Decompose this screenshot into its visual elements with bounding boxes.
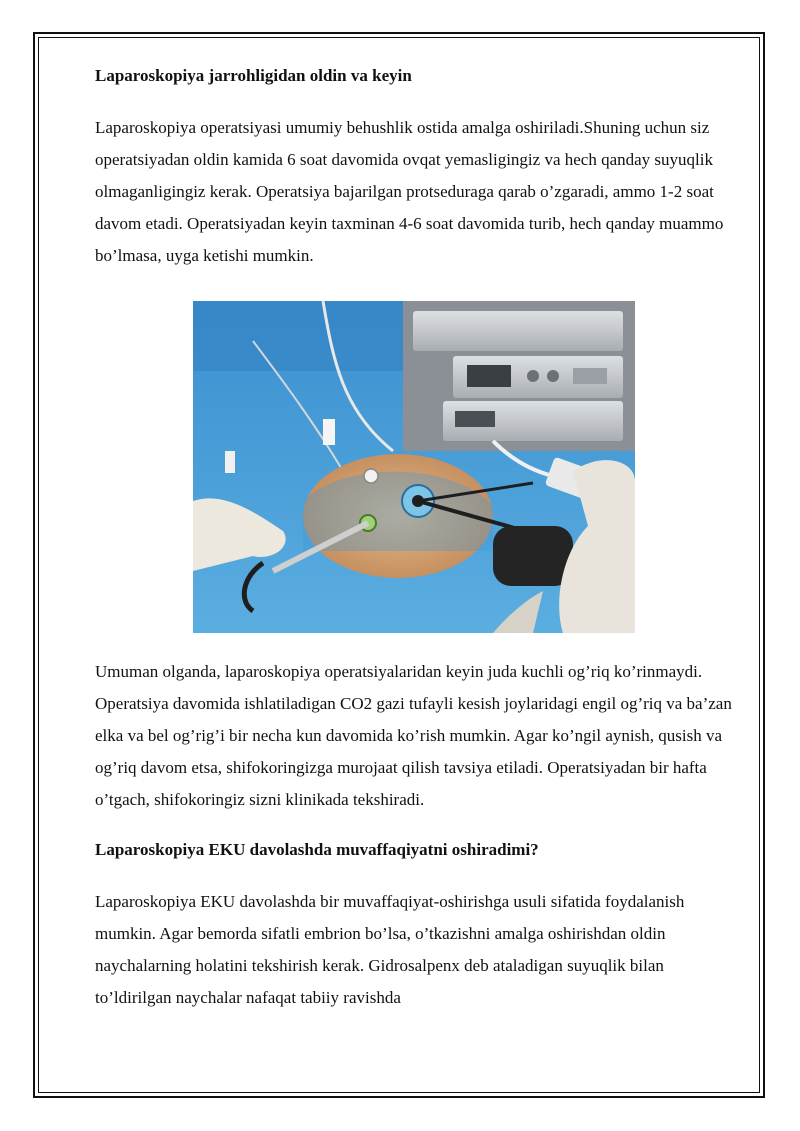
recovery-paragraph: Umuman olganda, laparoskopiya operatsiyalaridan keyin juda kuchli og’riq ko’rinmaydi. Operatsiya davomida ishlatiladigan CO2 gazi tufayli kesish joylaridagi engil og’riq va ba’zan elka va bel og’rig’i bir necha kun davomida ko’rish mumkin. Agar ko’ngil aynish, qusish va og’riq davom etsa, shifokoringizga murojaat qilish tavsiya etiladi. Operatsiyadan bir hafta o’tgach, shifokoringiz sizni klinikada tekshiradi.	[95, 662, 732, 809]
laparoscopy-illustration	[193, 301, 635, 633]
section-paragraph: Laparoskopiya operatsiyasi umumiy behushlik ostida amalga oshiriladi.Shuning uchun siz operatsiyadan oldin kamida 6 soat davomida ovqat yemasligingiz va hech qanday suyuqlik olmaganligingiz kerak. Operatsiya bajarilgan protseduraga qarab o’zgaradi, ammo 1-2 soat davom etadi. Operatsiyadan keyin taxminan 4-6 soat davomida turib, hech qanday muammo bo’lmasa, uyga ketishi mumkin.	[95, 118, 724, 265]
section-heading: Laparoskopiya jarrohligidan oldin va keyin	[95, 66, 412, 85]
section-before-after	[95, 60, 740, 290]
section-recovery	[95, 656, 740, 1032]
laparoscopy-photo	[193, 301, 635, 633]
eku-paragraph: Laparoskopiya EKU davolashda bir muvaffaqiyat-oshirishga usuli sifatida foydalanish mumkin. Agar bemorda sifatli embrion bo’lsa, o’tkazishni amalga oshirishdan oldin naychalarning holatini tekshirish kerak. Gidrosalpenx deb ataladigan suyuqlik bilan to’ldirilgan naychalar nafaqat tabiiy ravishda	[95, 892, 685, 1007]
eku-heading: Laparoskopiya EKU davolashda muvaffaqiyatni oshiradimi?	[95, 840, 539, 859]
